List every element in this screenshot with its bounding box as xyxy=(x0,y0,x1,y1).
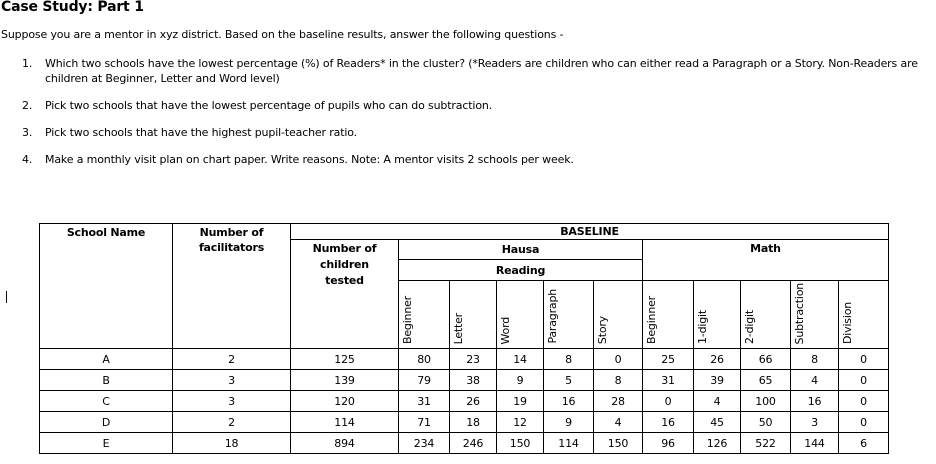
math-cell: 39 xyxy=(694,370,741,391)
question-item xyxy=(22,125,934,140)
reading-cell: 8 xyxy=(544,349,594,370)
tested-cell: 114 xyxy=(291,412,399,433)
math-level-1-digit: 1-digit xyxy=(694,281,741,349)
math-level-2-digit: 2-digit xyxy=(741,281,791,349)
children-tested-header: Number of children tested xyxy=(291,240,399,349)
reading-cell: 19 xyxy=(497,391,544,412)
math-cell: 45 xyxy=(694,412,741,433)
math-cell: 16 xyxy=(791,391,839,412)
math-cell: 0 xyxy=(839,391,889,412)
reading-level-letter: Letter xyxy=(450,281,497,349)
question-item xyxy=(22,56,934,86)
reading-level-story: Story xyxy=(594,281,643,349)
math-level-division: Division xyxy=(839,281,889,349)
reading-cell: 79 xyxy=(399,370,450,391)
baseline-table xyxy=(39,223,889,454)
reading-cell: 31 xyxy=(399,391,450,412)
question-number: 1. xyxy=(22,57,33,70)
reading-cell: 0 xyxy=(594,349,643,370)
baseline-table-wrapper xyxy=(39,223,889,454)
facilitators-cell: 3 xyxy=(173,391,291,412)
math-header: Math xyxy=(643,240,889,281)
reading-cell: 4 xyxy=(594,412,643,433)
reading-cell: 8 xyxy=(594,370,643,391)
reading-cell: 150 xyxy=(497,433,544,454)
question-number: 3. xyxy=(22,126,33,139)
reading-cell: 18 xyxy=(450,412,497,433)
tested-cell: 139 xyxy=(291,370,399,391)
school-cell: E xyxy=(40,433,173,454)
reading-cell: 5 xyxy=(544,370,594,391)
reading-cell: 26 xyxy=(450,391,497,412)
reading-cell: 38 xyxy=(450,370,497,391)
math-cell: 6 xyxy=(839,433,889,454)
facilitators-cell: 3 xyxy=(173,370,291,391)
math-cell: 8 xyxy=(791,349,839,370)
math-cell: 0 xyxy=(839,412,889,433)
math-cell: 0 xyxy=(839,349,889,370)
math-cell: 4 xyxy=(791,370,839,391)
math-cell: 100 xyxy=(741,391,791,412)
math-cell: 31 xyxy=(643,370,694,391)
facilitators-cell: 18 xyxy=(173,433,291,454)
math-level-beginner: Beginner xyxy=(643,281,694,349)
table-row xyxy=(40,349,889,370)
reading-cell: 9 xyxy=(544,412,594,433)
reading-level-paragraph: Paragraph xyxy=(544,281,594,349)
math-cell: 4 xyxy=(694,391,741,412)
tested-cell: 120 xyxy=(291,391,399,412)
tested-cell: 125 xyxy=(291,349,399,370)
page-title: Case Study: Part 1 xyxy=(1,0,144,15)
table-row xyxy=(40,412,889,433)
facilitators-header: Number of facilitators xyxy=(173,224,291,349)
question-text: Which two schools have the lowest percentage (%) of Readers* in the cluster? (*Readers are children who can either read a Paragraph or a Story. Non-Readers are children at Beginner, Letter and Word level) xyxy=(45,57,918,85)
question-item xyxy=(22,152,934,167)
reading-cell: 114 xyxy=(544,433,594,454)
math-cell: 3 xyxy=(791,412,839,433)
question-number: 2. xyxy=(22,99,33,112)
reading-cell: 28 xyxy=(594,391,643,412)
math-cell: 25 xyxy=(643,349,694,370)
school-cell: C xyxy=(40,391,173,412)
math-cell: 522 xyxy=(741,433,791,454)
facilitators-cell: 2 xyxy=(173,412,291,433)
math-cell: 50 xyxy=(741,412,791,433)
math-cell: 16 xyxy=(643,412,694,433)
math-cell: 26 xyxy=(694,349,741,370)
reading-level-word: Word xyxy=(497,281,544,349)
reading-cell: 9 xyxy=(497,370,544,391)
hausa-header: Hausa xyxy=(399,240,643,260)
reading-cell: 80 xyxy=(399,349,450,370)
reading-cell: 16 xyxy=(544,391,594,412)
tested-cell: 894 xyxy=(291,433,399,454)
table-row xyxy=(40,433,889,454)
reading-cell: 12 xyxy=(497,412,544,433)
reading-level-beginner: Beginner xyxy=(399,281,450,349)
math-level-subtraction: Subtraction xyxy=(791,281,839,349)
math-cell: 66 xyxy=(741,349,791,370)
reading-cell: 234 xyxy=(399,433,450,454)
table-row xyxy=(40,370,889,391)
intro-text: Suppose you are a mentor in xyz district. Based on the baseline results, answer the following questions - xyxy=(1,28,564,41)
table-row xyxy=(40,391,889,412)
question-text: Pick two schools that have the lowest percentage of pupils who can do subtraction. xyxy=(45,99,493,112)
question-item xyxy=(22,98,934,113)
question-list xyxy=(22,56,934,179)
reading-cell: 246 xyxy=(450,433,497,454)
school-cell: D xyxy=(40,412,173,433)
question-text: Pick two schools that have the highest pupil-teacher ratio. xyxy=(45,126,358,139)
baseline-header: BASELINE xyxy=(291,224,889,240)
reading-cell: 71 xyxy=(399,412,450,433)
math-cell: 65 xyxy=(741,370,791,391)
reading-header: Reading xyxy=(399,260,643,281)
school-name-header: School Name xyxy=(40,224,173,349)
math-cell: 0 xyxy=(839,370,889,391)
math-cell: 96 xyxy=(643,433,694,454)
reading-cell: 14 xyxy=(497,349,544,370)
math-cell: 0 xyxy=(643,391,694,412)
math-cell: 144 xyxy=(791,433,839,454)
reading-cell: 150 xyxy=(594,433,643,454)
school-cell: A xyxy=(40,349,173,370)
facilitators-cell: 2 xyxy=(173,349,291,370)
text-cursor xyxy=(6,291,7,303)
question-number: 4. xyxy=(22,153,33,166)
school-cell: B xyxy=(40,370,173,391)
math-cell: 126 xyxy=(694,433,741,454)
question-text: Make a monthly visit plan on chart paper. Write reasons. Note: A mentor visits 2 schools per week. xyxy=(45,153,574,166)
reading-cell: 23 xyxy=(450,349,497,370)
